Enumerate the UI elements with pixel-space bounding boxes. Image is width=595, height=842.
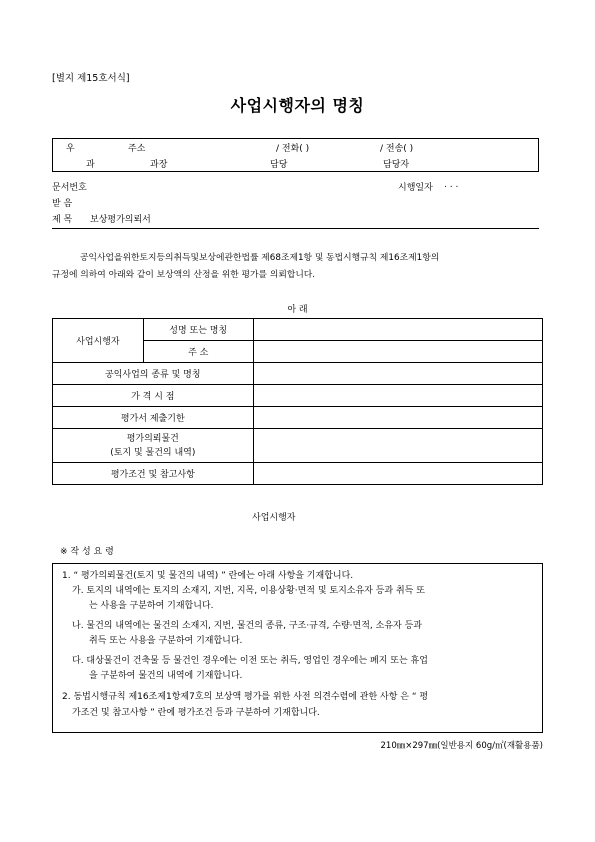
officer-label: 담당 — [270, 160, 288, 170]
subject-value: 보상평가의뢰서 — [90, 215, 151, 225]
notes-heading: ※ 작 성 요 령 — [60, 547, 114, 557]
request-paragraph-line1: 공익사업을위한토지등의취득및보상에관한법률 제68조제1항 및 동법시행규칙 제16조제1항의 — [80, 253, 440, 263]
note-line-2: 가. 토지의 내역에는 토지의 소재지, 지번, 지목, 이용상황·면적 및 토지소유자 등과 취득 또 — [72, 586, 425, 596]
object-field[interactable] — [253, 429, 542, 463]
form-number: [별지 제15호서식] — [52, 73, 130, 84]
address-cell: 주 소 — [143, 341, 253, 363]
name-or-title-cell: 성명 또는 명칭 — [143, 319, 253, 341]
subject-label: 제 목 — [52, 215, 73, 225]
note-line-3: 는 사용을 구분하여 기재합니다. — [89, 601, 214, 611]
project-type-cell: 공익사업의 종류 및 명칭 — [53, 363, 254, 385]
object-cell — [53, 429, 254, 463]
conditions-cell: 평가조건 및 참고사항 — [53, 463, 254, 485]
fax-label: / 전송( ) — [380, 144, 414, 154]
note-line-6: 다. 대상물건이 건축물 등 물건인 경우에는 이전 또는 취득, 영업인 경우에는 폐지 또는 휴업 — [72, 656, 428, 666]
dept-label: 과 — [86, 160, 95, 170]
note-line-7: 을 구분하여 물건의 내역에 기재합니다. — [89, 671, 243, 681]
operator-cell: 사업시행자 — [53, 319, 144, 363]
address-label: 주소 — [128, 144, 146, 154]
doc-number-label: 문서번호 — [52, 183, 87, 193]
page-title: 사업시행자의 명칭 — [230, 96, 365, 115]
person-in-charge-label: 담당자 — [383, 160, 410, 170]
project-type-field[interactable] — [253, 363, 542, 385]
note-line-5: 취득 또는 사용을 구분하여 기재합니다. — [89, 636, 243, 646]
recipient-label: 받 음 — [52, 199, 73, 209]
evaluation-table — [52, 318, 543, 485]
date-value: . . . — [444, 180, 459, 190]
postal-label: 우 — [66, 144, 75, 154]
note-line-1: 1. “ 평가의뢰물건(토지 및 물건의 내역) ” 란에는 아래 사항을 기재합니다. — [62, 571, 354, 581]
notes-box — [52, 563, 543, 733]
note-line-8: 2. 동법시행규칙 제16조제1항제7호의 보상액 평가를 위한 사전 의견수렴에 관한 사항 은 “ 평 — [62, 692, 429, 702]
phone-label: / 전화( ) — [276, 144, 310, 154]
note-line-9: 가조건 및 참고사항 ” 란에 평가조건 등과 구분하여 기재합니다. — [72, 708, 320, 718]
manager-label: 과장 — [150, 160, 168, 170]
signature-label: 사업시행자 — [252, 513, 296, 523]
object-label-line2: (토지 및 물건의 내역) — [110, 447, 196, 458]
conditions-field[interactable] — [253, 463, 542, 485]
paper-spec: 210㎜×297㎜(일반용지 60g/㎡(재활용품) — [380, 741, 543, 751]
address-field[interactable] — [253, 341, 542, 363]
price-date-field[interactable] — [253, 385, 542, 407]
deadline-cell: 평가서 제출기한 — [53, 407, 254, 429]
request-paragraph-line2: 규정에 의하여 아래와 같이 보상액의 산정을 위한 평가를 의뢰합니다. — [52, 270, 316, 280]
below-heading: 아 래 — [287, 305, 308, 315]
object-label-line1: 평가의뢰물건 — [126, 433, 179, 444]
subject-underline — [52, 228, 539, 229]
note-line-4: 나. 물건의 내역에는 물건의 소재지, 지번, 물건의 종류, 구조·규격, 수량·면적, 소유자 등과 — [72, 621, 422, 631]
price-date-cell: 가 격 시 점 — [53, 385, 254, 407]
date-label: 시행일자 — [398, 183, 433, 193]
name-or-title-field[interactable] — [253, 319, 542, 341]
deadline-field[interactable] — [253, 407, 542, 429]
